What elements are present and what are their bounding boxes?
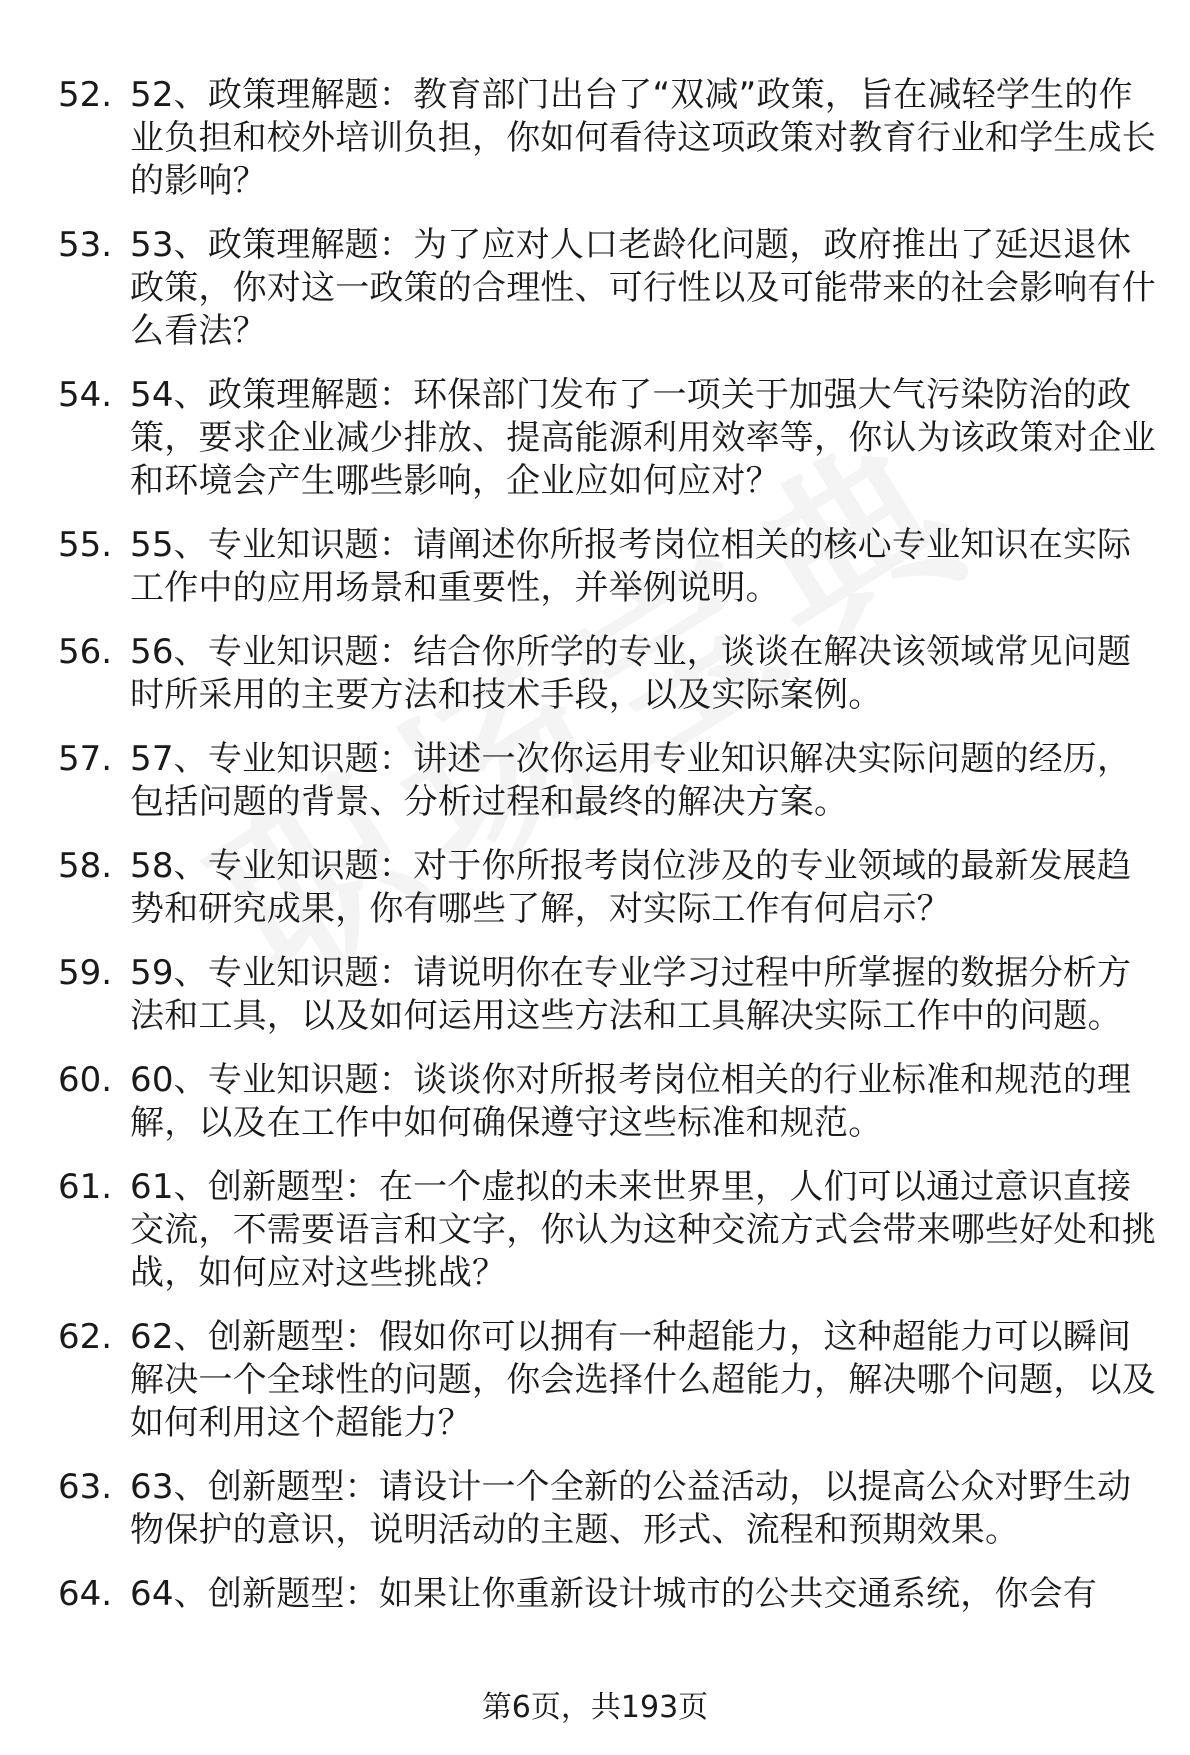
question-item-58	[58, 845, 1160, 931]
question-item-60	[58, 1059, 1160, 1145]
question-item-59	[58, 952, 1160, 1038]
question-number: 59.	[58, 953, 113, 993]
question-item-54	[58, 374, 1160, 503]
question-number: 54.	[58, 375, 113, 415]
question-number: 57.	[58, 739, 113, 779]
question-item-52	[58, 74, 1160, 203]
question-item-61	[58, 1166, 1160, 1295]
question-text: 52、政策理解题：教育部门出台了“双减”政策，旨在减轻学生的作业负担和校外培训负担，你如何看待这项政策对教育行业和学生成长的影响？	[130, 75, 1156, 201]
question-text: 55、专业知识题：请阐述你所报考岗位相关的核心专业知识在实际工作中的应用场景和重要性，并举例说明。	[130, 525, 1132, 608]
question-number: 61.	[58, 1167, 113, 1207]
question-text: 54、政策理解题：环保部门发布了一项关于加强大气污染防治的政策，要求企业减少排放、提高能源利用效率等，你认为该政策对企业和环境会产生哪些影响，企业应如何应对？	[130, 375, 1156, 501]
question-text: 64、创新题型：如果让你重新设计城市的公共交通系统，你会有	[130, 1574, 1098, 1614]
question-item-62	[58, 1316, 1160, 1445]
question-item-57	[58, 738, 1160, 824]
question-text: 56、专业知识题：结合你所学的专业，谈谈在解决该领域常见问题时所采用的主要方法和技术手段，以及实际案例。	[130, 632, 1132, 715]
question-number: 63.	[58, 1467, 113, 1507]
question-number: 53.	[58, 225, 113, 265]
question-text: 53、政策理解题：为了应对人口老龄化问题，政府推出了延迟退休政策，你对这一政策的合理性、可行性以及可能带来的社会影响有什么看法？	[130, 225, 1156, 351]
question-text: 62、创新题型：假如你可以拥有一种超能力，这种超能力可以瞬间解决一个全球性的问题，你会选择什么超能力，解决哪个问题，以及如何利用这个超能力？	[130, 1317, 1156, 1443]
question-number: 64.	[58, 1574, 113, 1614]
question-text: 59、专业知识题：请说明你在专业学习过程中所掌握的数据分析方法和工具，以及如何运用这些方法和工具解决实际工作中的问题。	[130, 953, 1132, 1036]
question-text: 63、创新题型：请设计一个全新的公益活动，以提高公众对野生动物保护的意识，说明活动的主题、形式、流程和预期效果。	[130, 1467, 1132, 1550]
question-item-53	[58, 224, 1160, 353]
question-text: 61、创新题型：在一个虚拟的未来世界里，人们可以通过意识直接交流，不需要语言和文字，你认为这种交流方式会带来哪些好处和挑战，如何应对这些挑战？	[130, 1167, 1156, 1293]
question-item-56	[58, 631, 1160, 717]
question-text: 58、专业知识题：对于你所报考岗位涉及的专业领域的最新发展趋势和研究成果，你有哪些了解，对实际工作有何启示？	[130, 846, 1132, 929]
question-number: 56.	[58, 632, 113, 672]
question-number: 60.	[58, 1060, 113, 1100]
question-number: 52.	[58, 75, 113, 115]
question-number: 58.	[58, 846, 113, 886]
question-item-63	[58, 1466, 1160, 1552]
question-number: 62.	[58, 1317, 113, 1357]
page-footer: 第6页，共193页	[481, 1690, 709, 1725]
question-item-64	[58, 1573, 1160, 1616]
question-text: 57、专业知识题：讲述一次你运用专业知识解决实际问题的经历，包括问题的背景、分析过程和最终的解决方案。	[130, 739, 1132, 822]
question-item-55	[58, 524, 1160, 610]
question-text: 60、专业知识题：谈谈你对所报考岗位相关的行业标准和规范的理解，以及在工作中如何确保遵守这些标准和规范。	[130, 1060, 1132, 1143]
question-number: 55.	[58, 525, 113, 565]
question-list	[58, 74, 1160, 1637]
